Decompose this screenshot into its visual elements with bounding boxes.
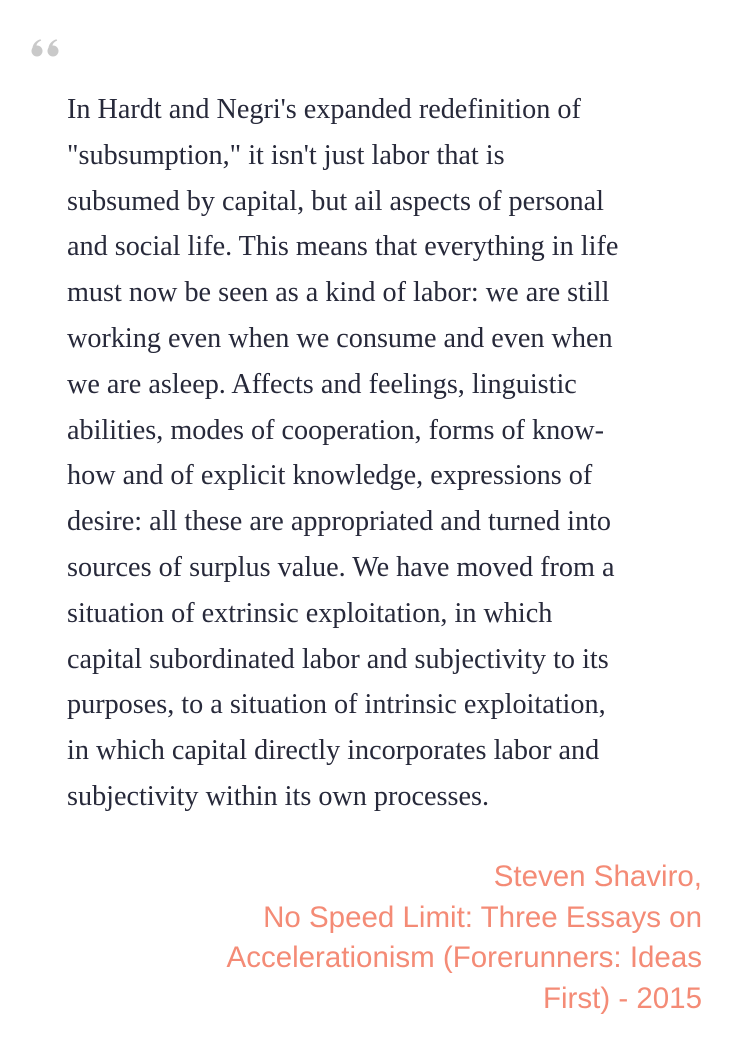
attribution-source-line: No Speed Limit: Three Essays on [263,900,702,934]
quote-line: subsumed by capital, but ail aspects of personal [67,185,604,217]
quote-line: we are asleep. Affects and feelings, linguistic [67,368,577,400]
quote-line: how and of explicit knowledge, expressions of [67,460,593,492]
quote-line: subjectivity within its own processes. [67,780,489,812]
quote-line: capital subordinated labor and subjectivity to its [67,643,609,675]
quote-line: purposes, to a situation of intrinsic exploitation, [67,689,606,721]
attribution-source-line: Accelerationism (Forerunners: Ideas [226,941,702,974]
quote-line: In Hardt and Negri's expanded redefinition of [67,94,581,125]
quote-line: sources of surplus value. We have moved from a [67,551,615,583]
quote-line: and social life. This means that everything in life [67,231,619,263]
quote-line: working even when we consume and even when [67,322,613,354]
quote-line: in which capital directly incorporates labor and [67,735,600,767]
quote-attribution [82,857,702,1019]
quote-line: situation of extrinsic exploitation, in which [67,597,553,629]
attribution-source-line: First) - 2015 [542,981,702,1015]
quote-line: must now be seen as a kind of labor: we are still [67,277,610,309]
quotation-mark-icon [30,38,62,58]
quote-line: desire: all these are appropriated and turned into [67,506,611,538]
quote-line: "subsumption," it isn't just labor that is [67,139,505,171]
quote-body [67,87,707,820]
quote-line: abilities, modes of cooperation, forms of know- [67,414,605,446]
attribution-author: Steven Shaviro, [493,860,702,893]
